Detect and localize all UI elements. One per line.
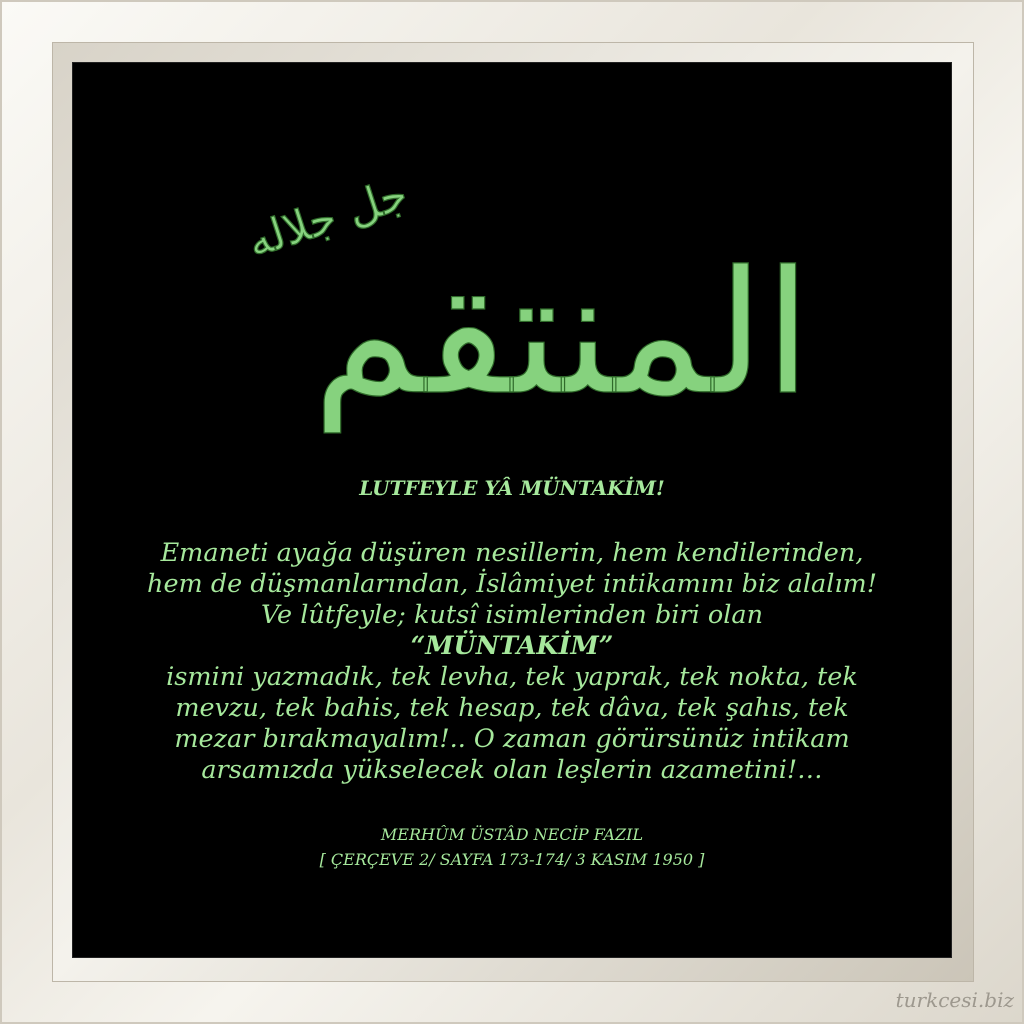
poem-line: Ve lûtfeyle; kutsî isimlerinden biri olan bbox=[260, 600, 764, 630]
poem-line: mezar bırakmayalım!.. O zaman görürsünüz intikam bbox=[174, 724, 850, 754]
poem-line: arsamızda yükselecek olan leşlerin azametini!… bbox=[201, 755, 823, 785]
black-panel bbox=[72, 62, 952, 958]
calligraphy-artwork bbox=[241, 82, 812, 502]
poem-line: hem de düşmanlarından, İslâmiyet intikamını biz alalım! bbox=[147, 569, 877, 599]
attribution bbox=[72, 822, 952, 872]
author-name: MERHÛM ÜSTÂD NECİP FAZIL bbox=[380, 825, 644, 844]
poem-line-emphasis: “MÜNTAKİM” bbox=[410, 631, 614, 661]
poem-line: Emaneti ayağa düşüren nesillerin, hem kendilerinden, bbox=[160, 538, 864, 568]
watermark: turkcesi.biz bbox=[895, 988, 1014, 1012]
poem-line: ismini yazmadık, tek levha, tek yaprak, tek nokta, tek bbox=[166, 662, 858, 692]
poem-body bbox=[72, 538, 952, 786]
poem-heading: LUTFEYLE YÂ MÜNTAKİM! bbox=[359, 476, 665, 500]
calligraphy-small: جل جلاله bbox=[241, 168, 414, 268]
poem-line: mevzu, tek bahis, tek hesap, tek dâva, tek şahıs, tek bbox=[175, 693, 849, 723]
source-reference: [ ÇERÇEVE 2/ SAYFA 173-174/ 3 KASIM 1950 ] bbox=[319, 850, 705, 869]
calligraphy-main: المنتقم bbox=[312, 235, 812, 433]
poem-block bbox=[72, 474, 952, 872]
